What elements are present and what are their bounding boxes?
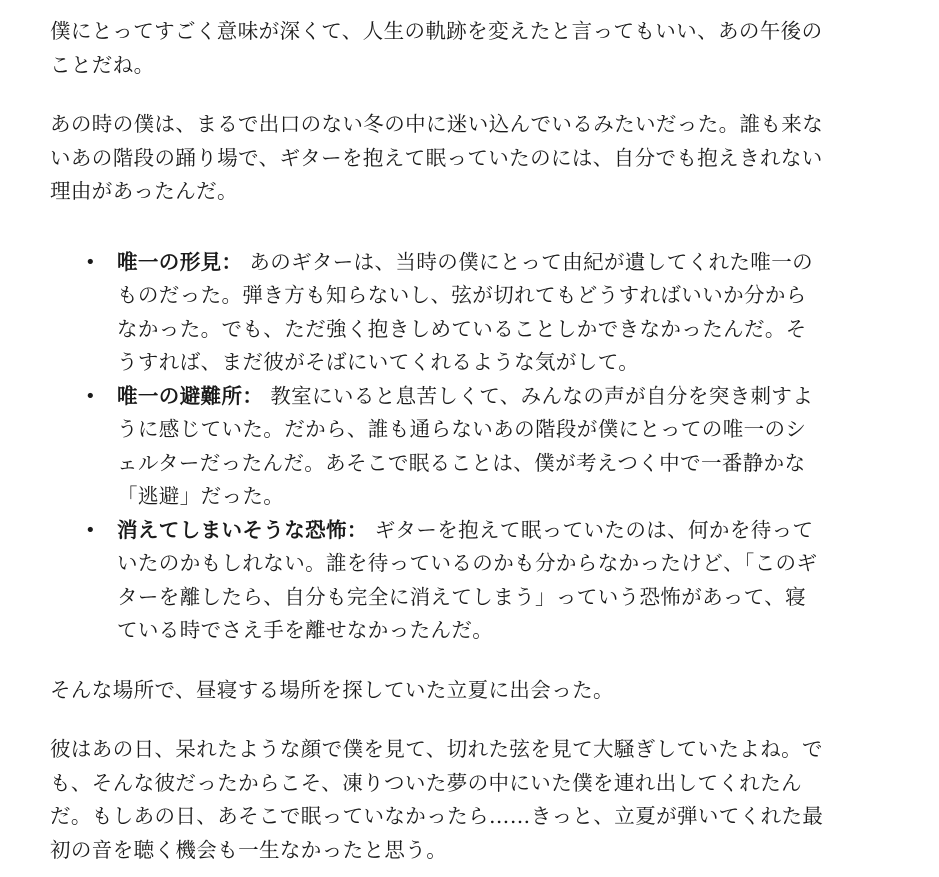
- list-item-term: 唯一の避難所：: [117, 383, 264, 408]
- list-item: [85, 380, 825, 514]
- list-item-term: 唯一の形見：: [117, 249, 243, 274]
- list-item: [85, 246, 825, 380]
- reasons-list: [50, 246, 825, 648]
- bullet-icon: •: [85, 519, 97, 541]
- bullet-icon: •: [85, 251, 97, 273]
- document-body: [50, 15, 825, 867]
- bullet-icon: •: [85, 385, 97, 407]
- context-paragraph: あの時の僕は、まるで出口のない冬の中に迷い込んでいるみたいだった。誰も来ないあの階段の踊り場で、ギターを抱えて眠っていたのには、自分でも抱えきれない理由があったんだ。: [50, 112, 824, 203]
- closing-paragraph: 彼はあの日、呆れたような顔で僕を見て、切れた弦を見て大騒ぎしていたよね。でも、そんな彼だったからこそ、凍りついた夢の中にいた僕を連れ出してくれたんだ。もしあの日、あそこで眠っていなかったら……きっと、立夏が弾いてくれた最初の音を聴く機会も一生なかったと思う。: [50, 737, 824, 862]
- list-item-term: 消えてしまいそうな恐怖：: [117, 517, 368, 542]
- meeting-paragraph: そんな場所で、昼寝する場所を探していた立夏に出会った。: [50, 677, 614, 702]
- list-item: [85, 514, 825, 648]
- list-item-text: 教室にいると息苦しくて、みんなの声が自分を突き刺すように感じていた。だから、誰も通らないあの階段が僕にとっての唯一のシェルターだったんだ。あそこで眠ることは、僕が考えつく中で一番静かな「逃避」だった。: [117, 383, 814, 508]
- intro-paragraph: 僕にとってすごく意味が深くて、人生の軌跡を変えたと言ってもいい、あの午後のことだね。: [50, 19, 823, 77]
- list-item-text: あのギターは、当時の僕にとって由紀が遺してくれた唯一のものだった。弾き方も知らないし、弦が切れてもどうすればいいか分からなかった。でも、ただ強く抱きしめていることしかできなかったんだ。そうすれば、まだ彼がそばにいてくれるような気がして。: [117, 249, 814, 374]
- list-item-text: ギターを抱えて眠っていたのは、何かを待っていたのかもしれない。誰を待っているのかも分からなかったけど、「このギターを離したら、自分も完全に消えてしまう」っていう恐怖があって、寝ている時でさえ手を離せなかったんだ。: [117, 517, 818, 642]
